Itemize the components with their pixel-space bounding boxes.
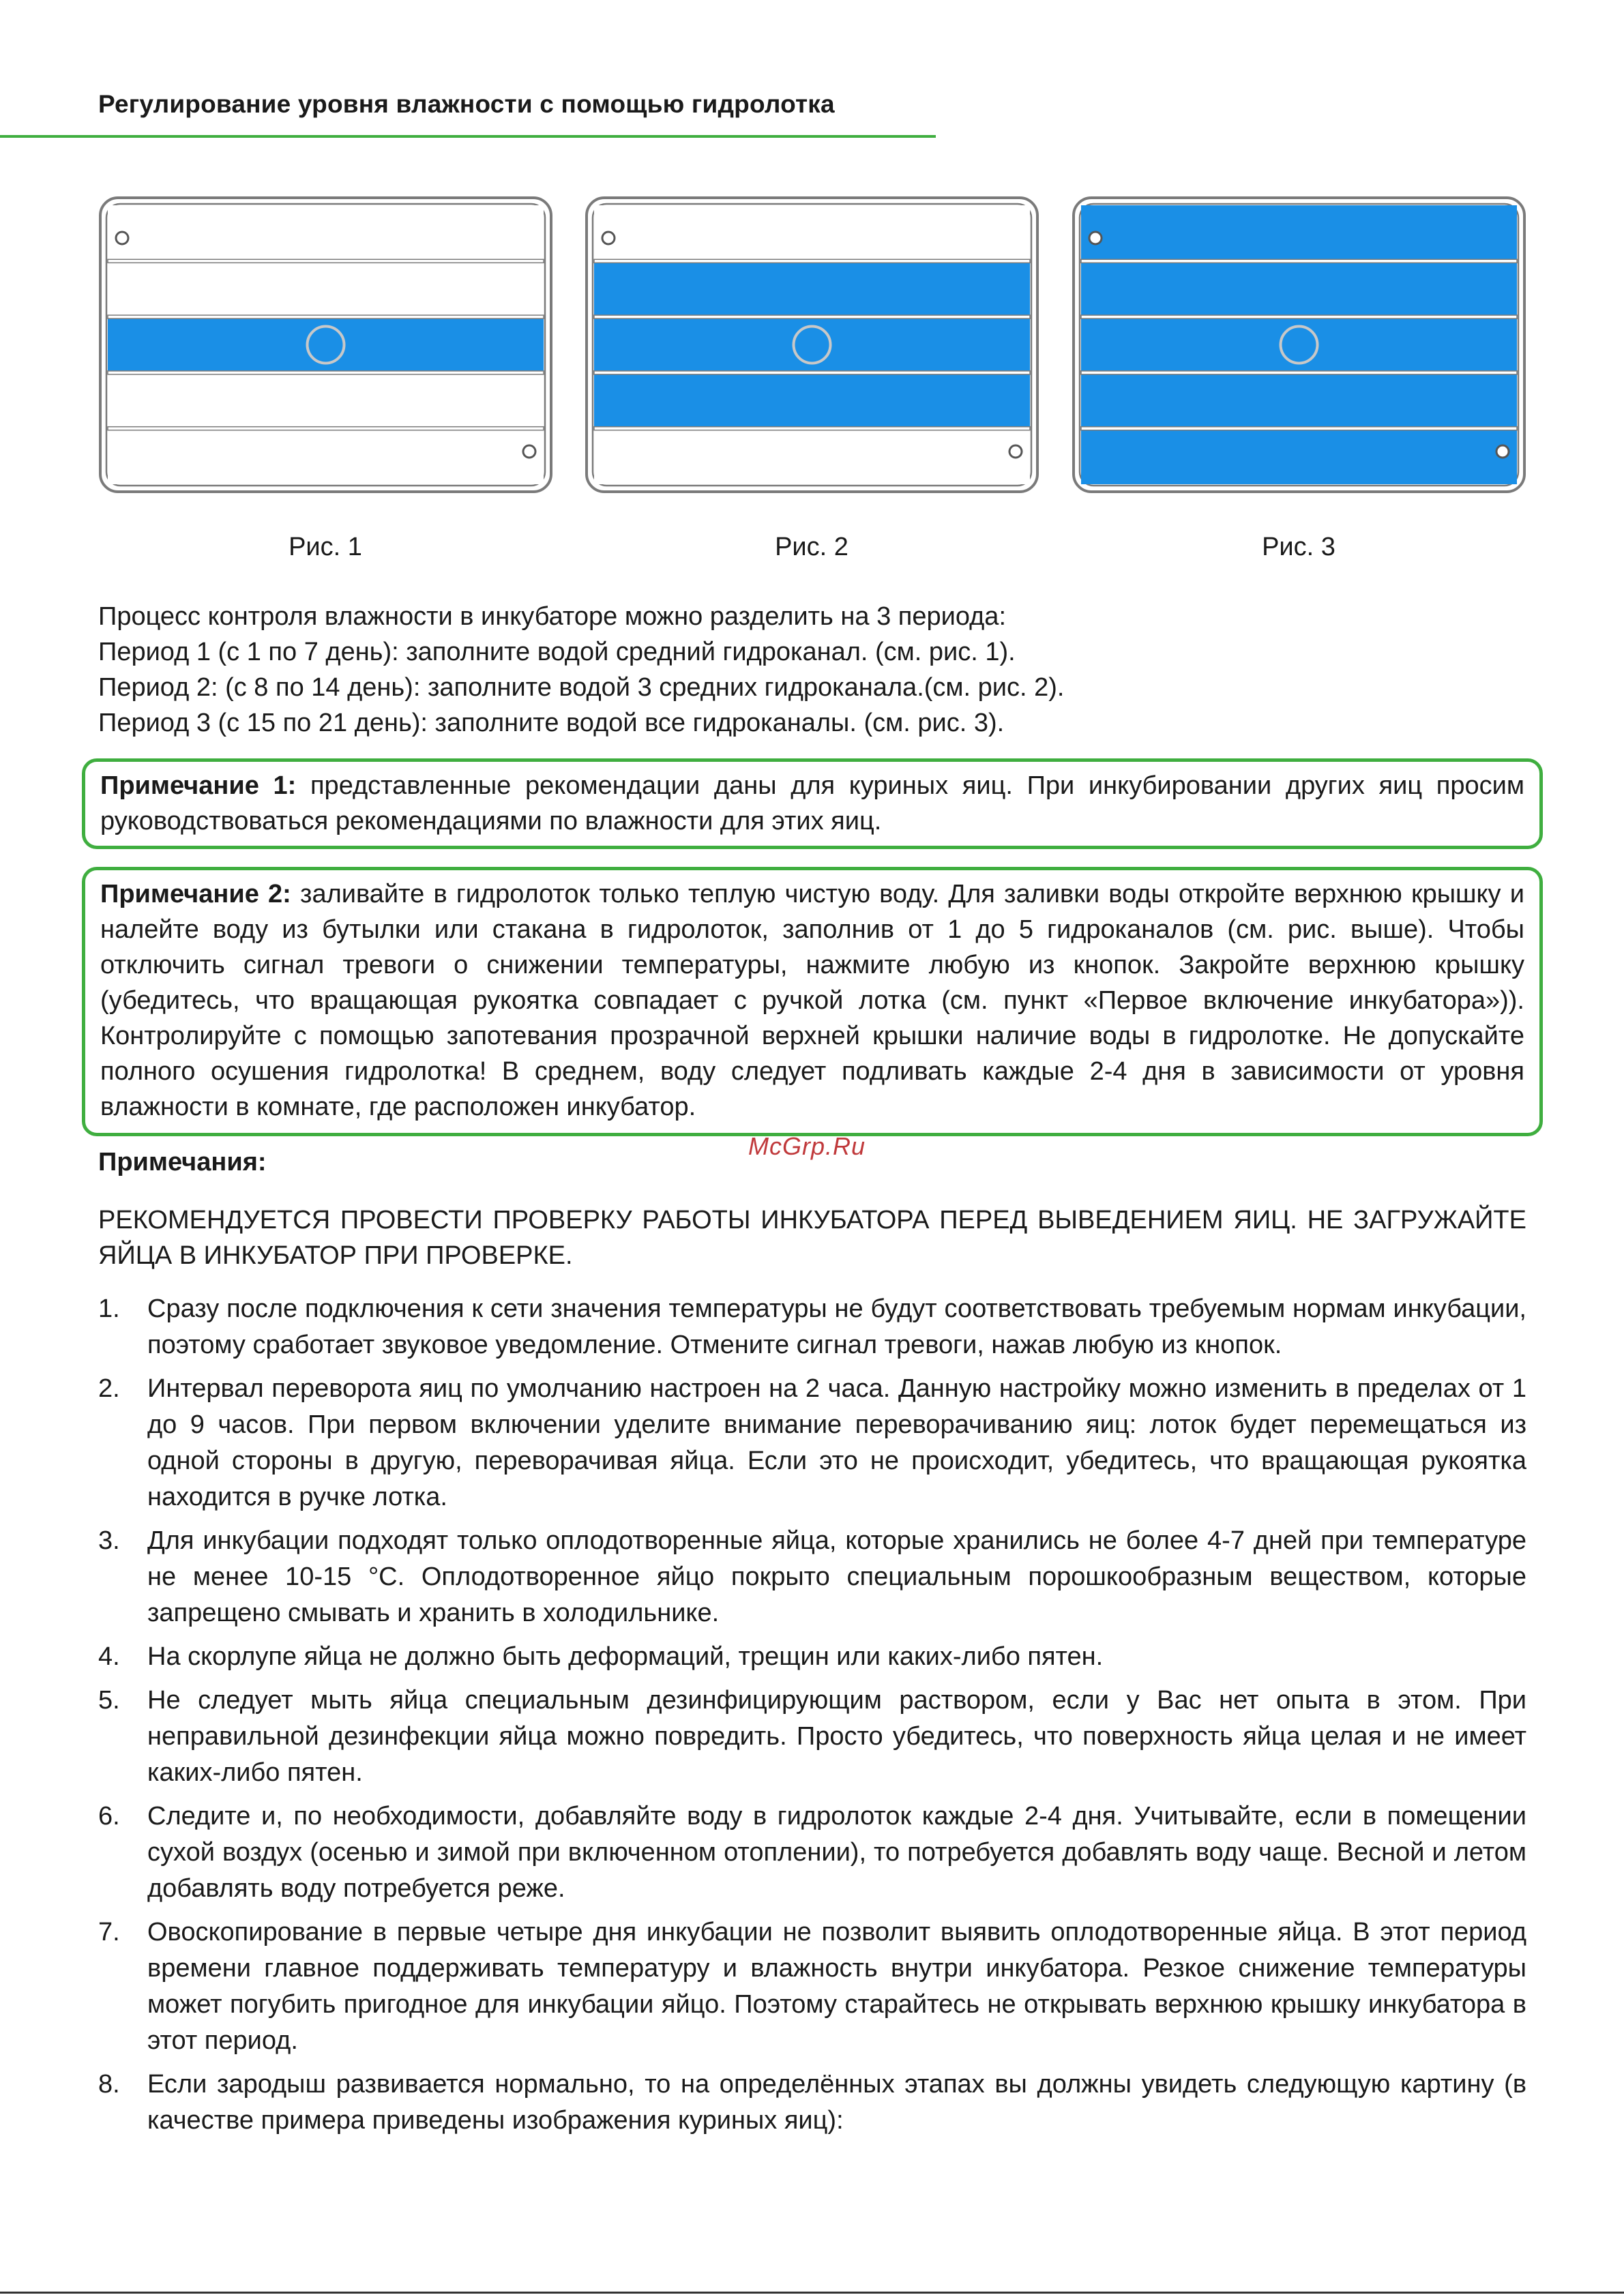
figure-1-caption: Рис. 1: [289, 533, 362, 561]
list-item-text: Интервал переворота яиц по умолчанию настроен на 2 часа. Данную настройку можно изменить в пределах от 1 до 9 часов. При первом включении уделите внимание переворачиванию яиц: лоток будет перемещаться из одной стороны в другую, переворачивая яйца. Если это не происходит, убедитесь, что вращающая рукоятка находится в ручке лотка.: [147, 1374, 1526, 1511]
figure-3-tray: [1072, 196, 1526, 494]
tray-screw: [523, 445, 535, 458]
list-item-text: На скорлупе яйца не должно быть деформаций, трещин или каких-либо пятен.: [147, 1642, 1104, 1671]
tray-screw: [116, 232, 128, 244]
tray-divider: [594, 315, 1030, 319]
tray-svg: [98, 196, 553, 494]
list-item-number: 2.: [98, 1374, 120, 1403]
tray-channel: [108, 261, 544, 317]
tray-channel: [108, 372, 544, 428]
humidity-periods-intro: [98, 599, 1531, 741]
tray-screw: [1496, 445, 1509, 458]
list-item-number: 1.: [98, 1294, 120, 1323]
list-item: [98, 1291, 1526, 1363]
list-item-number: 4.: [98, 1642, 120, 1671]
intro-line-period-2: Период 2: (с 8 по 14 день): заполните водой 3 средних гидроканала.(см. рис. 2).: [98, 673, 1065, 702]
tray-channel: [1081, 205, 1517, 261]
figure-3-caption: Рис. 3: [1262, 533, 1335, 561]
note-1-text: представленные рекомендации даны для куриных яиц. При инкубировании других яиц просим руководствоваться рекомендациями по влажности для этих яиц.: [100, 771, 1524, 835]
list-item-number: 3.: [98, 1526, 120, 1555]
tray-channel: [594, 372, 1030, 428]
tray-channel: [1081, 428, 1517, 484]
figure-2-caption: Рис. 2: [775, 533, 848, 561]
notes-list: [98, 1291, 1526, 2146]
notes-warning: РЕКОМЕНДУЕТСЯ ПРОВЕСТИ ПРОВЕРКУ РАБОТЫ ИНКУБАТОРА ПЕРЕД ВЫВЕДЕНИЕМ ЯИЦ. НЕ ЗАГРУЖАЙТЕ ЯЙЦА В ИНКУБАТОР ПРИ ПРОВЕРКЕ.: [98, 1206, 1526, 1270]
list-item-text: Овоскопирование в первые четыре дня инкубации не позволит выявить оплодотворенные яйца. В этот период времени главное поддерживать температуру и влажность внутри инкубатора. Резкое снижение температуры может погубить пригодное для инкубации яйцо. Поэтому старайтесь не открывать верхнюю крышку инкубатора в этот период.: [147, 1918, 1526, 2055]
tray-screw: [1089, 232, 1102, 244]
list-item: [98, 1523, 1526, 1631]
tray-channel: [1081, 261, 1517, 317]
tray-divider: [594, 427, 1030, 430]
tray-divider: [594, 371, 1030, 374]
note-1-label: Примечание 1:: [100, 771, 297, 800]
tray-divider: [594, 259, 1030, 263]
tray-channel: [1081, 372, 1517, 428]
tray-channel: [108, 205, 544, 261]
note-2-text: заливайте в гидролоток только теплую чистую воду. Для заливки воды откройте верхнюю крышку и налейте воду из бутылки или стакана в гидролоток, заполнив от 1 до 5 гидроканалов (см. рис. выше). Чтобы отключить сигнал тревоги о снижении температуры, нажмите любую из кнопок. Закройте верхнюю крышку (убедитесь, что вращающая рукоятка совпадает с ручкой лотка (см. пункт «Первое включение инкубатора»)). Контролируйте с помощью запотевания прозрачной верхней крышки наличие воды в гидролотке. Не допускайте полного осушения гидролотка! В среднем, воду следует подливать каждые 2-4 дня в зависимости от уровня влажности в комнате, где расположен инкубатор.: [100, 880, 1524, 1121]
list-item: [98, 1371, 1526, 1515]
list-item-text: Для инкубации подходят только оплодотворенные яйца, которые хранились не более 4-7 дней при температуре не менее 10-15 °С. Оплодотворенное яйцо покрыто специальным порошкообразным веществом, которые запрещено смывать и хранить в холодильнике.: [147, 1526, 1526, 1627]
page-title: Регулирование уровня влажности с помощью гидролотка: [98, 90, 835, 118]
tray-channel: [594, 205, 1030, 261]
tray-divider: [108, 371, 544, 374]
list-item-number: 6.: [98, 1802, 120, 1831]
intro-line-period-3: Период 3 (с 15 по 21 день): заполните водой все гидроканалы. (см. рис. 3).: [98, 709, 1005, 737]
tray-divider: [1081, 427, 1517, 430]
list-item-text: Если зародыш развивается нормально, то на определённых этапах вы должны увидеть следующую картину (в качестве примера приведены изображения куриных яиц):: [147, 2070, 1526, 2135]
notes-heading: Примечания:: [98, 1148, 267, 1176]
tray-divider: [108, 315, 544, 319]
tray-channel: [594, 261, 1030, 317]
page-bottom-rule: [0, 2292, 1624, 2294]
list-item: [98, 1639, 1526, 1675]
watermark: McGrp.Ru: [748, 1132, 866, 1160]
tray-screw: [602, 232, 615, 244]
figure-1-tray: [98, 196, 553, 494]
intro-line: Процесс контроля влажности в инкубаторе можно разделить на 3 периода:: [98, 602, 1007, 631]
note-1-box: [82, 758, 1543, 849]
tray-divider: [1081, 371, 1517, 374]
intro-line-period-1: Период 1 (с 1 по 7 день): заполните водой средний гидроканал. (см. рис. 1).: [98, 638, 1016, 666]
tray-divider: [108, 427, 544, 430]
note-2-box: [82, 867, 1543, 1136]
list-item-text: Не следует мыть яйца специальным дезинфицирующим раствором, если у Вас нет опыта в этом. При неправильной дезинфекции яйца можно повредить. Просто убедитесь, что поверхность яйца целая и не имеет каких-либо пятен.: [147, 1686, 1526, 1787]
tray-screw: [1009, 445, 1022, 458]
tray-channel: [594, 428, 1030, 484]
tray-divider: [108, 259, 544, 263]
tray-divider: [1081, 315, 1517, 319]
list-item-number: 5.: [98, 1686, 120, 1715]
list-item: [98, 1683, 1526, 1791]
list-item-number: 7.: [98, 1918, 120, 1946]
figure-2-tray: [585, 196, 1039, 494]
tray-channel: [108, 428, 544, 484]
list-item: [98, 1914, 1526, 2059]
list-item: [98, 2067, 1526, 2139]
tray-divider: [1081, 259, 1517, 263]
tray-svg: [1072, 196, 1526, 494]
note-2-label: Примечание 2:: [100, 880, 291, 908]
list-item-text: Сразу после подключения к сети значения температуры не будут соответствовать требуемым нормам инкубации, поэтому сработает звуковое уведомление. Отмените сигнал тревоги, нажав любую из кнопок.: [147, 1294, 1526, 1359]
list-item-number: 8.: [98, 2070, 120, 2099]
list-item: [98, 1798, 1526, 1907]
title-divider: [0, 135, 936, 138]
tray-svg: [585, 196, 1039, 494]
list-item-text: Следите и, по необходимости, добавляйте воду в гидролоток каждые 2-4 дня. Учитывайте, если в помещении сухой воздух (осенью и зимой при включенном отоплении), то потребуется добавлять воду чаще. Весной и летом добавлять воду потребуется реже.: [147, 1802, 1526, 1903]
